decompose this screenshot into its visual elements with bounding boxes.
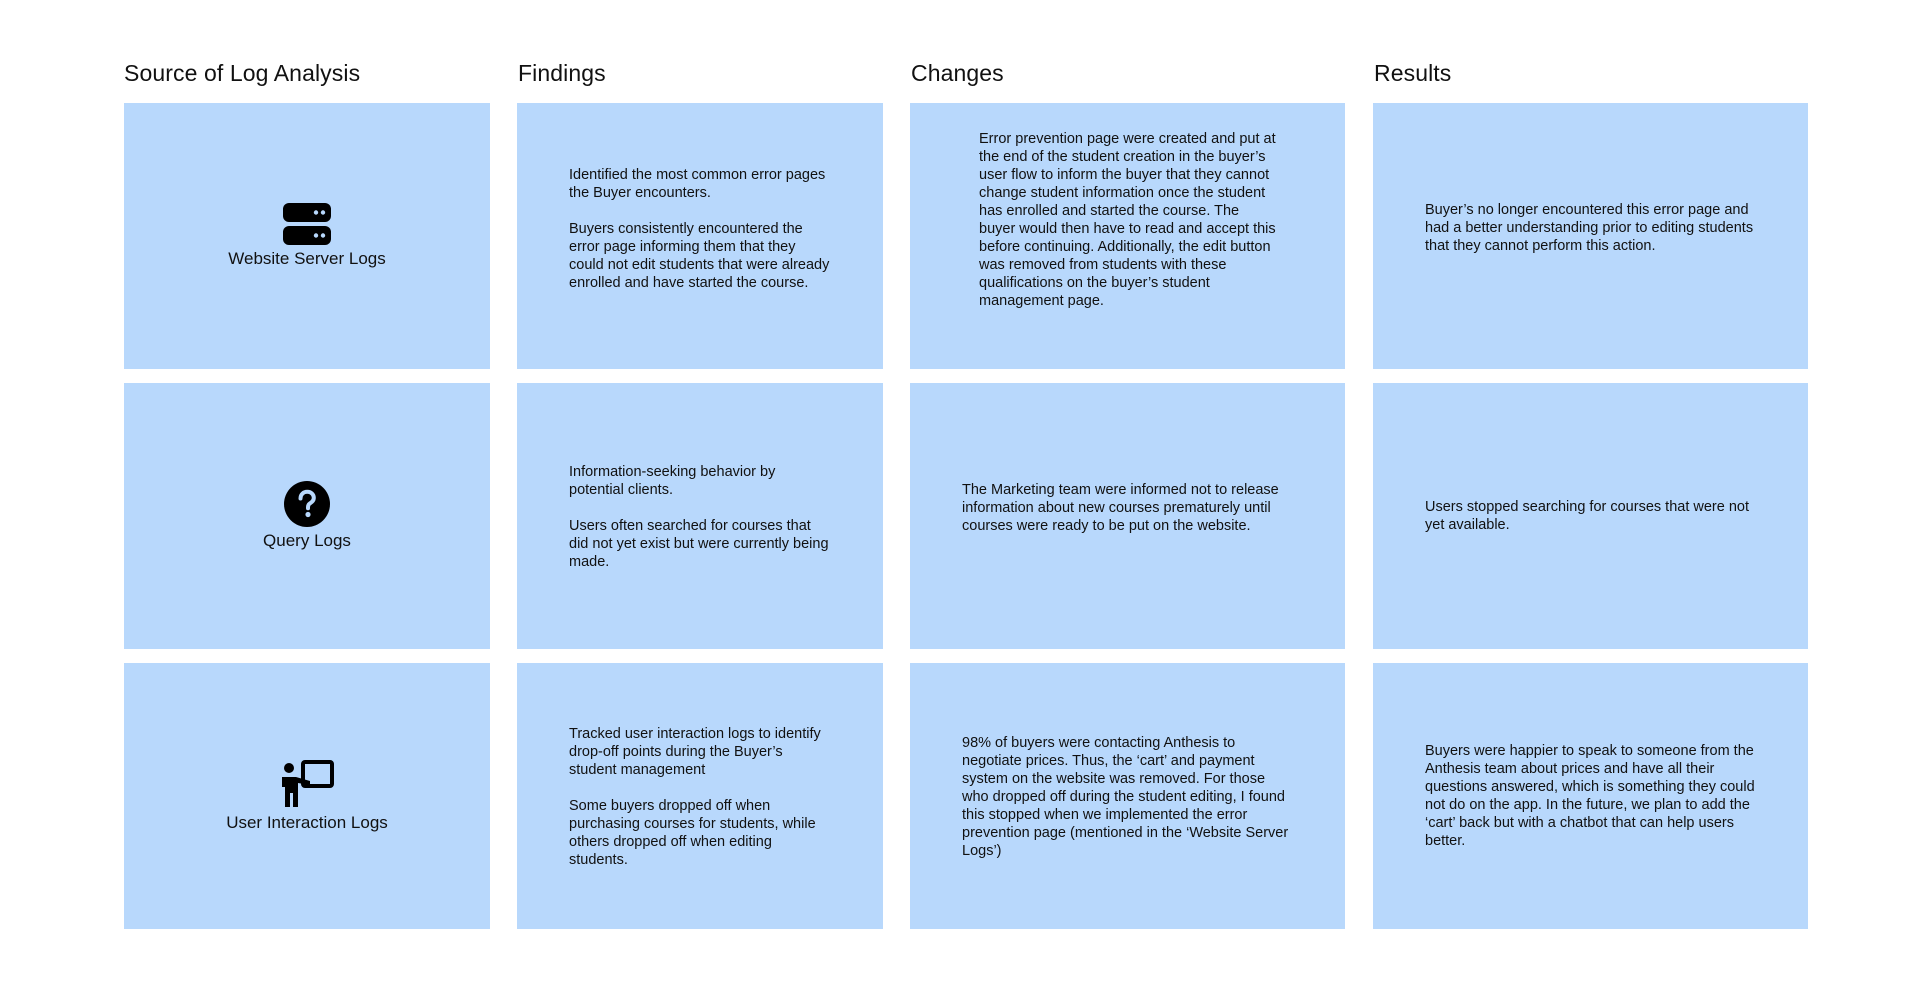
source-label: Query Logs	[263, 531, 351, 550]
header-findings: Findings	[518, 60, 606, 86]
changes-card	[910, 383, 1345, 649]
changes-text: 98% of buyers were contacting Anthesis to negotiate prices. Thus, the ‘cart’ and payment system on the website was removed. For those who dropped off during the student editing, I found this stopped when we implemented the error prevention page (mentioned in the ‘Website Server Logs’)	[962, 735, 1289, 859]
presenter-board-icon	[279, 759, 335, 809]
changes-card	[910, 103, 1345, 369]
header-source: Source of Log Analysis	[124, 60, 361, 86]
results-text: Buyer’s no longer encountered this error page and had a better understanding prior to editing students that they cannot perform this action.	[1425, 202, 1754, 254]
changes-card	[910, 663, 1345, 929]
source-card-query-logs	[124, 383, 490, 649]
results-text: Buyers were happier to speak to someone from the Anthesis team about prices and have all their questions answered, which is something they could not do on the app. In the future, we plan to add the ‘cart’ back but with a chatbot that can help users better.	[1425, 743, 1755, 849]
findings-text: Identified the most common error pages the Buyer encounters. Buyers consistently encountered the error page informing them that they could not edit students that were already enrolled and have started the course.	[569, 167, 830, 291]
results-text: Users stopped searching for courses that were not yet available.	[1425, 499, 1749, 533]
changes-text: The Marketing team were informed not to release information about new courses prematurely until courses were ready to be put on the website.	[962, 482, 1279, 534]
findings-text: Tracked user interaction logs to identify drop-off points during the Buyer’s student management Some buyers dropped off when purchasing courses for students, while others dropped off when editing students.	[569, 726, 821, 868]
source-card-user-interaction-logs	[124, 663, 490, 929]
source-label: User Interaction Logs	[226, 813, 388, 832]
header-changes: Changes	[911, 60, 1004, 86]
server-icon	[283, 203, 331, 245]
findings-text: Information-seeking behavior by potential clients. Users often searched for courses that did not yet exist but were currently being made.	[569, 464, 829, 570]
results-card	[1373, 103, 1808, 369]
header-results: Results	[1374, 60, 1452, 86]
source-label: Website Server Logs	[228, 249, 386, 268]
changes-text: Error prevention page were created and put at the end of the student creation in the buyer’s user flow to inform the buyer that they cannot change student information once the student has enrolled and started the course. The buyer would then have to read and accept this before continuing. Additionally, the edit button was removed from students with these qualifications on the buyer’s student management page.	[979, 131, 1276, 309]
results-card	[1373, 383, 1808, 649]
findings-card	[517, 103, 883, 369]
question-circle-icon	[284, 481, 330, 527]
source-card-website-server-logs	[124, 103, 490, 369]
findings-card	[517, 663, 883, 929]
results-card	[1373, 663, 1808, 929]
findings-card	[517, 383, 883, 649]
